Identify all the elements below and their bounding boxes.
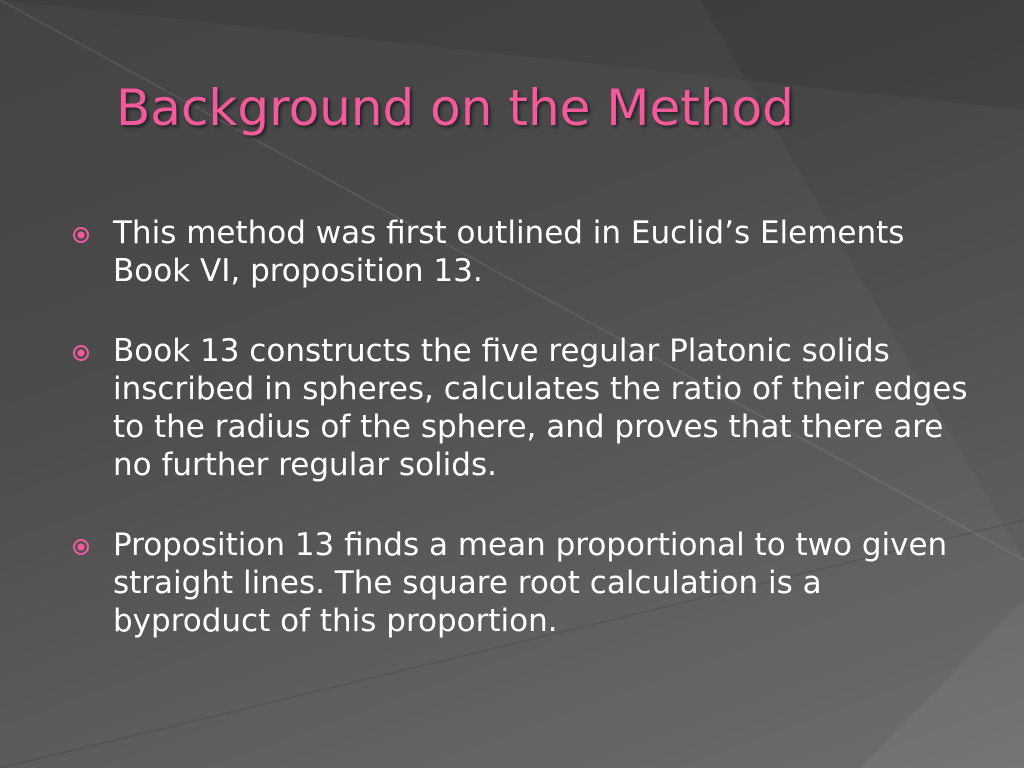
bullet-item-3 <box>72 526 972 640</box>
bullet-item-1 <box>72 214 972 290</box>
bullet-text: This method was first outlined in Euclid’s Elements Book VI, proposition 13. <box>113 215 905 289</box>
bullet-item-2 <box>72 332 972 484</box>
bullet-text: Book 13 constructs the five regular Platonic solids inscribed in spheres, calculates the ratio of their edges to the radius of the sphere, and proves that there are no further regular solids. <box>113 333 968 483</box>
bullet-list <box>72 214 972 640</box>
circle-dot-icon <box>72 226 90 244</box>
bullet-text: Proposition 13 finds a mean proportional to two given straight lines. The square root calculation is a byproduct of this proportion. <box>113 527 948 639</box>
circle-dot-icon <box>72 344 90 362</box>
circle-dot-icon <box>72 538 90 556</box>
slide-title: Background on the Method <box>116 79 794 137</box>
